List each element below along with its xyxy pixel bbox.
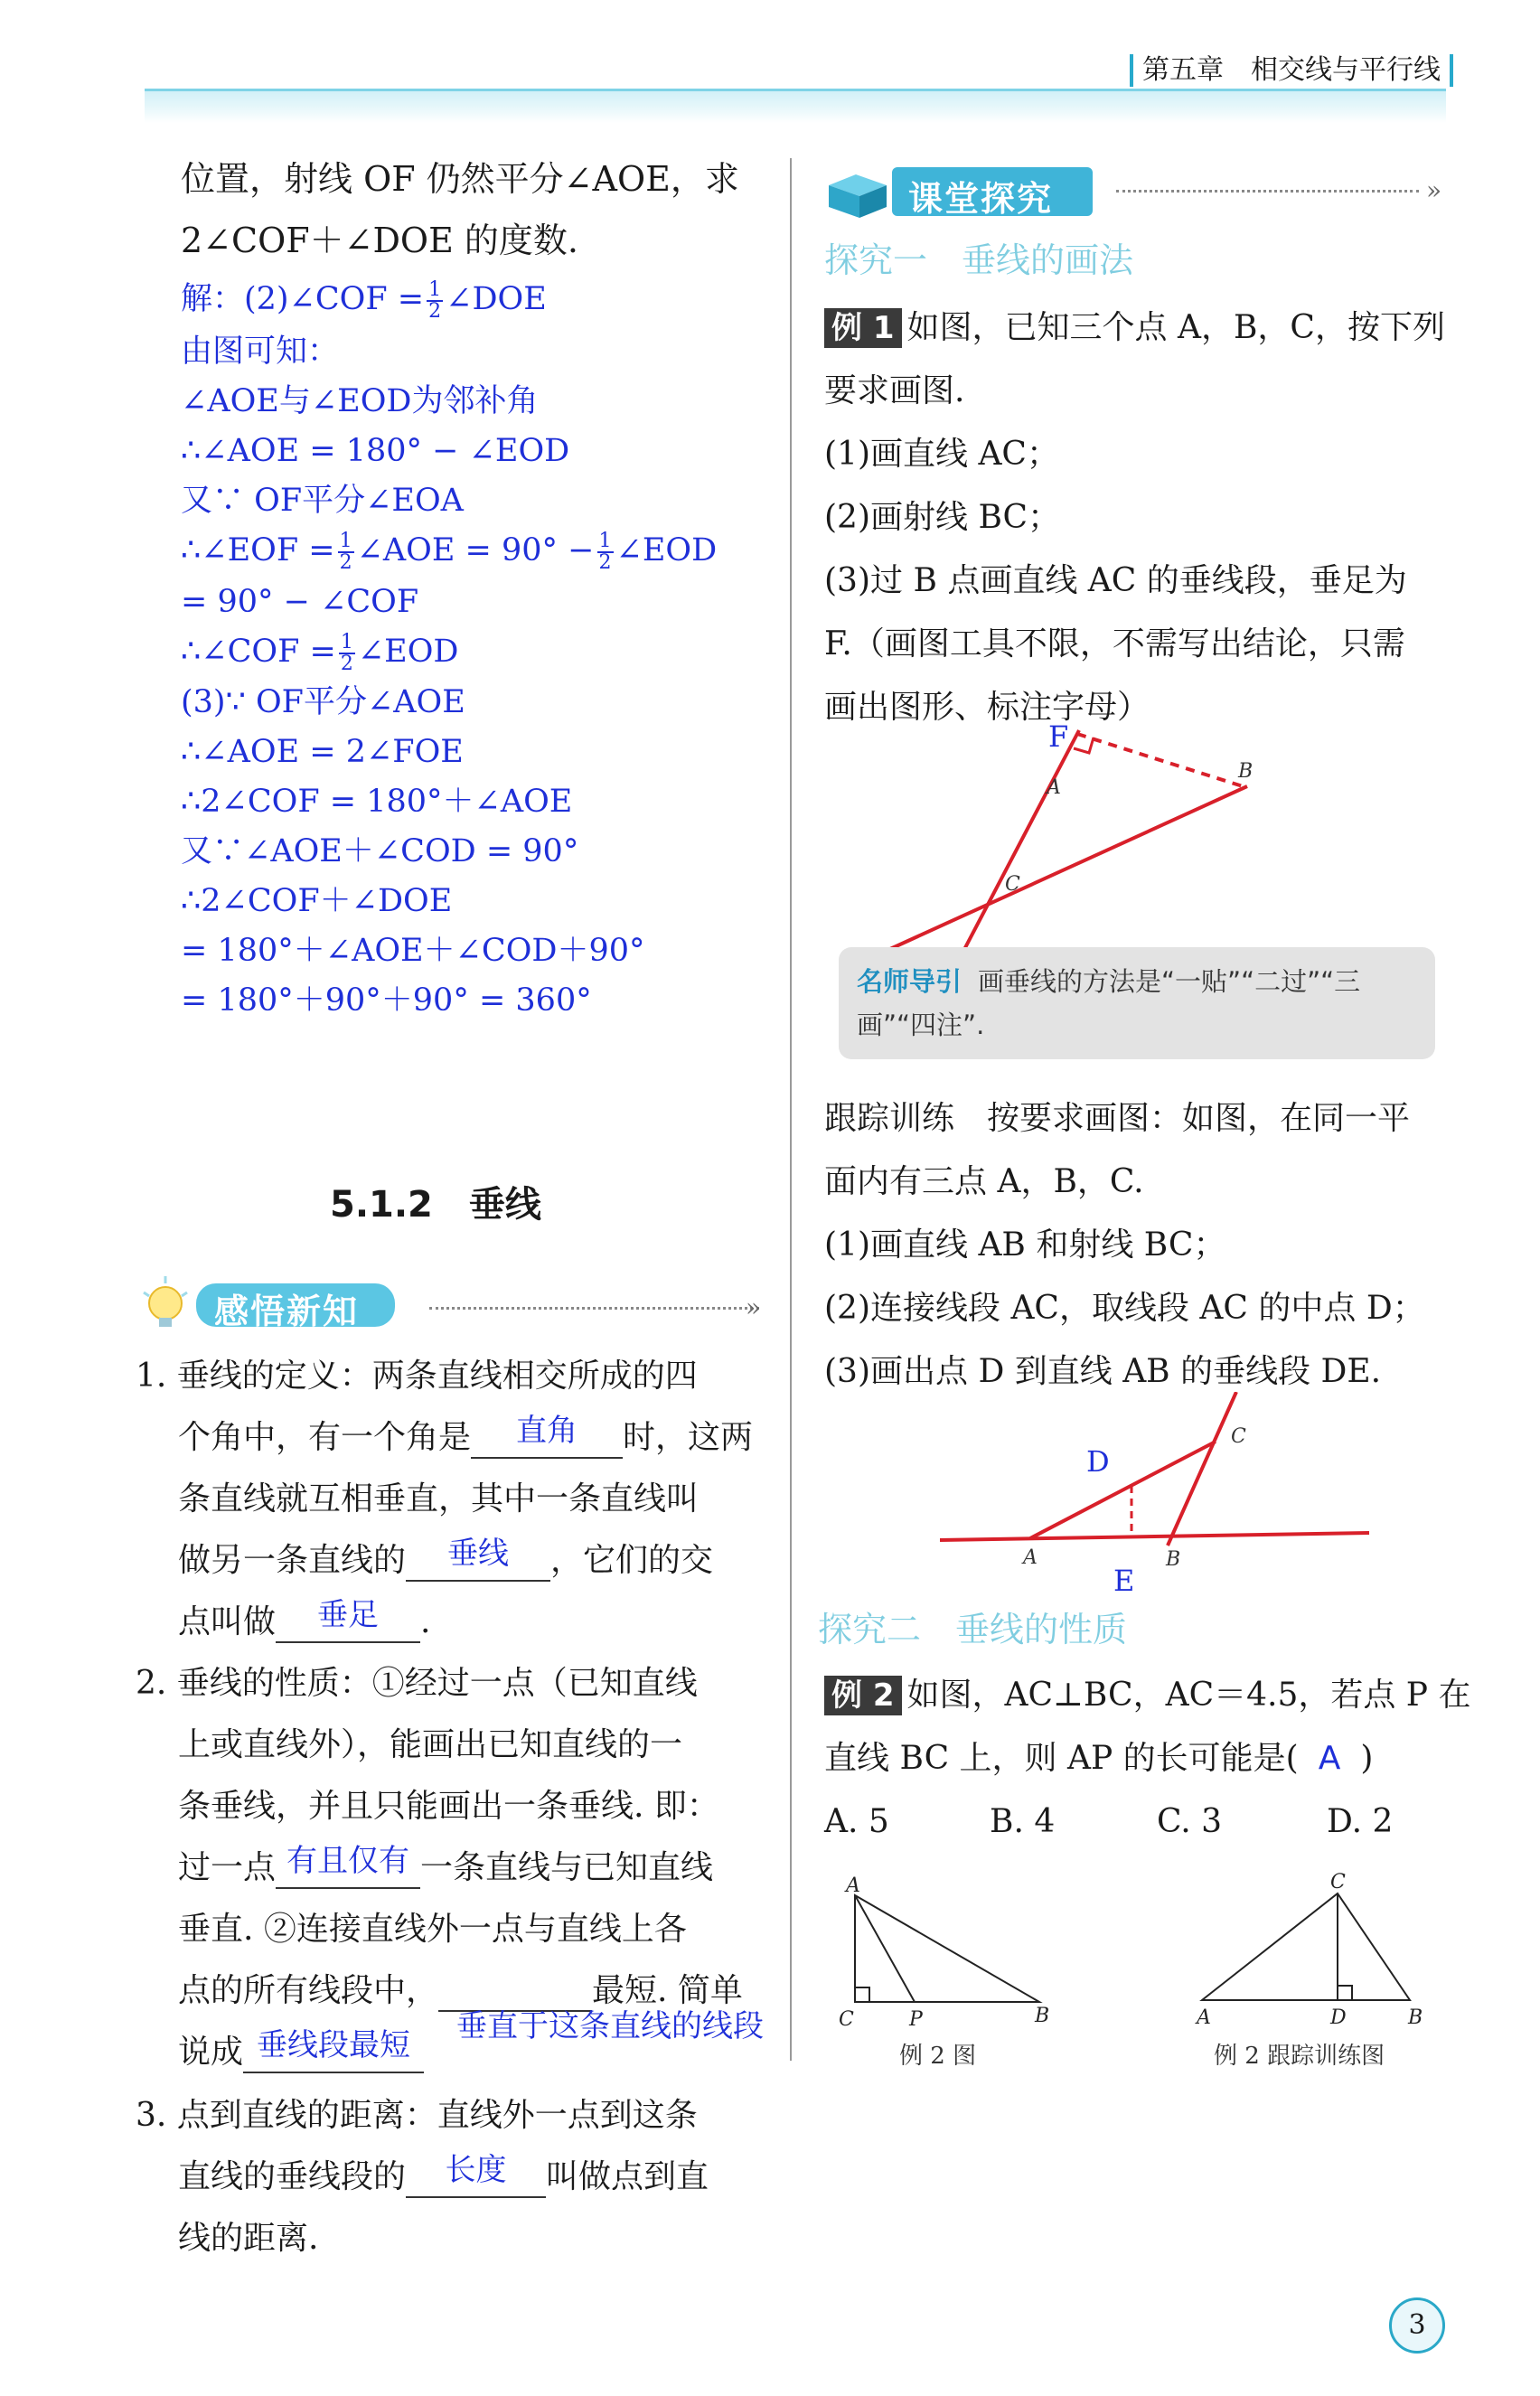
section-banner-right [827, 158, 1107, 221]
label-a: A [1047, 776, 1061, 799]
label-a: A [1023, 1546, 1038, 1569]
solution-line-6: ∴∠EOF = $\frac{1}{2}$ ∠AOE = 90° − $\frac{1}{2}$ ∠EOD [181, 529, 718, 574]
example-2-answer: A [1318, 1740, 1341, 1777]
label-c: C [1330, 1871, 1346, 1893]
solution-line-9: (3)∵ OF平分∠AOE [181, 684, 465, 720]
label-e: E [1113, 1564, 1135, 1598]
example-1-line-6: F.（画图工具不限，不需写出结论，只需 [824, 625, 1405, 662]
tip-content [857, 960, 1417, 1047]
example-2-line-1: 例 2 如图，AC⊥BC，AC＝4.5，若点 P 在 [824, 1675, 1470, 1716]
option-b: B. 4 [990, 1803, 1056, 1840]
solution-line-14: = 180°＋∠AOE＋∠COD＋90° [181, 933, 645, 969]
option-d: D. 2 [1327, 1803, 1394, 1840]
example-1-line-7: 画出图形、标注字母） [824, 689, 1150, 726]
example-2-track-figure [1184, 1866, 1446, 2038]
column-divider [790, 158, 792, 2061]
solution-line-3: ∠AOE与∠EOD为邻补角 [181, 383, 539, 419]
track-line-1: 跟踪训练 按要求画图：如图，在同一平 [824, 1100, 1411, 1137]
item-1-line-3: 条直线就互相垂直，其中一条直线叫 [178, 1480, 700, 1517]
solution-line-2: 由图可知： [181, 334, 340, 370]
solution-line-10: ∴∠AOE = 2∠FOE [181, 734, 464, 770]
item-3-line-3: 线的距离. [178, 2220, 319, 2257]
item-1-line-4: 做另一条直线的 垂线 ，它们的交 [178, 1540, 713, 1582]
question-continuation-1: 位置，射线 OF 仍然平分∠AOE，求 [181, 159, 739, 199]
track-figure [940, 1392, 1392, 1609]
answer-blank: 垂线段最短 [243, 2035, 424, 2073]
section-banner-left [140, 1274, 420, 1334]
track-line-3: (1)画直线 AB 和射线 BC； [824, 1226, 1226, 1264]
perpendicular-bf [1077, 734, 1243, 786]
page-number: 3 [1389, 2297, 1445, 2354]
label-c: C [1231, 1425, 1246, 1448]
example-badge: 例 2 [824, 1676, 902, 1715]
chapter-title: 第五章 相交线与平行线 [1130, 54, 1453, 87]
banner-dotted-rule [429, 1307, 759, 1310]
solution-line-8: ∴∠COF = $\frac{1}{2}$ ∠EOD [181, 630, 459, 675]
item-2-line-2: 上或直线外），能画出已知直线的一 [178, 1726, 683, 1763]
example-1-line-1: 例 1 如图，已知三个点 A，B，C，按下列 [824, 307, 1445, 349]
example-2-figure [831, 1866, 1066, 2038]
track-line-2: 面内有三点 A，B，C. [824, 1163, 1144, 1200]
tip-text: 画垂线的方法是“一贴”“二过”“三画”“四注”. [857, 966, 1361, 1040]
item-1-line-1: 1. 垂线的定义：两条直线相交所成的四 [136, 1358, 698, 1395]
example-1-line-3: (1)画直线 AC； [824, 436, 1059, 473]
section-title: 5.1.2 垂线 [330, 1184, 541, 1226]
label-a: A [846, 1875, 860, 1897]
item-2-line-6: 点的所有线段中， 最短. 简单 [178, 1970, 743, 2012]
segment-ap [855, 1895, 915, 2002]
item-2-line-1: 2. 垂线的性质：①经过一点（已知直线 [136, 1665, 698, 1702]
header-band [145, 89, 1446, 123]
answer-blank: 直角 [471, 1421, 623, 1459]
solution-line-11: ∴2∠COF = 180°＋∠AOE [181, 784, 573, 820]
fraction: $\frac{1}{2}$ [428, 277, 442, 323]
section-banner-label: 课堂探究 [908, 179, 1054, 219]
label-p: P [909, 2008, 923, 2031]
solution-line-15: = 180°＋90°＋90° = 360° [181, 982, 592, 1019]
solution-line-1: 解：(2)∠COF = $\frac{1}{2}$ ∠DOE [181, 277, 547, 323]
label-a: A [1197, 2006, 1211, 2029]
answer-blank: 垂足 [276, 1605, 420, 1643]
answer-handwritten-long: 垂直于这条直线的线段 [456, 2008, 764, 2044]
figure-caption: 例 2 图 [899, 2043, 977, 2070]
solution-line-12: 又∵∠AOE＋∠COD = 90° [181, 833, 579, 869]
ray-bc [1168, 1392, 1236, 1546]
right-angle-mark [1338, 1986, 1352, 2000]
example-1-figure [840, 723, 1310, 985]
label-d: D [1330, 2006, 1347, 2029]
example-1-line-4: (2)画射线 BC； [824, 499, 1061, 536]
item-3-line-2: 直线的垂线段的 长度 叫做点到直 [178, 2156, 709, 2198]
answer-blank: 长度 [406, 2160, 546, 2198]
answer-blank: 垂线 [406, 1544, 550, 1582]
option-c: C. 3 [1157, 1803, 1223, 1840]
solution-line-5: 又∵ OF平分∠EOA [181, 483, 464, 519]
probe-1-title: 探究一 垂线的画法 [824, 240, 1134, 280]
item-1-line-5: 点叫做 垂足 . [178, 1602, 430, 1643]
header-rule [145, 89, 1446, 91]
label-b: B [1166, 1548, 1181, 1571]
item-1-line-2: 个角中，有一个角是 直角 时，这两 [178, 1417, 753, 1459]
figure-caption: 例 2 跟踪训练图 [1214, 2043, 1385, 2070]
label-f: F [1048, 723, 1069, 754]
ray-bc [960, 730, 1079, 958]
tip-title: 名师导引 [857, 966, 963, 997]
right-angle-mark [855, 1987, 869, 2002]
example-badge: 例 1 [824, 308, 902, 348]
label-d: D [1086, 1444, 1110, 1479]
fraction: $\frac{1}{2}$ [598, 529, 612, 574]
chevron-right-icon: » [1426, 175, 1442, 205]
segment-ac [1030, 1442, 1216, 1538]
solution-line-13: ∴2∠COF＋∠DOE [181, 883, 453, 919]
label-b: B [1238, 760, 1254, 783]
line-ac [840, 786, 1247, 972]
item-3-line-1: 3. 点到直线的距离：直线外一点到这条 [136, 2097, 698, 2134]
section-banner-label: 感悟新知 [214, 1292, 360, 1331]
label-b: B [1408, 2006, 1423, 2029]
item-2-line-4: 过一点 有且仅有 一条直线与已知直线 [178, 1847, 713, 1889]
example-1-line-5: (3)过 B 点画直线 AC 的垂线段，垂足为 [824, 562, 1407, 599]
line-ab [940, 1533, 1369, 1540]
question-continuation-2: 2∠COF＋∠DOE 的度数. [181, 221, 578, 260]
answer-blank: 有且仅有 [276, 1851, 420, 1889]
example-1-line-2: 要求画图. [824, 372, 965, 409]
item-2-line-3: 条垂线，并且只能画出一条垂线. 即： [178, 1788, 719, 1825]
item-2-line-7: 说成 垂线段最短 [178, 2032, 424, 2073]
fraction: $\frac{1}{2}$ [339, 529, 352, 574]
label-c: C [839, 2008, 854, 2031]
track-line-4: (2)连接线段 AC，取线段 AC 的中点 D； [824, 1290, 1425, 1327]
item-2-line-5: 垂直. ②连接直线外一点与直线上各 [178, 1911, 687, 1948]
solution-line-4: ∴∠AOE = 180° − ∠EOD [181, 433, 570, 469]
label-c: C [1005, 873, 1020, 896]
chevron-right-icon: » [746, 1292, 762, 1322]
probe-2-title: 探究二 垂线的性质 [818, 1610, 1128, 1649]
option-a: A. 5 [824, 1803, 889, 1840]
example-2-line-2: 直线 BC 上，则 AP 的长可能是( A ) [824, 1740, 1374, 1777]
banner-dotted-rule [1116, 190, 1419, 193]
solution-line-7: = 90° − ∠COF [181, 584, 419, 620]
track-line-5: (3)画出点 D 到直线 AB 的垂线段 DE. [824, 1353, 1382, 1390]
right-angle-mark [1074, 738, 1094, 753]
fraction: $\frac{1}{2}$ [340, 630, 353, 675]
label-b: B [1035, 2005, 1050, 2027]
